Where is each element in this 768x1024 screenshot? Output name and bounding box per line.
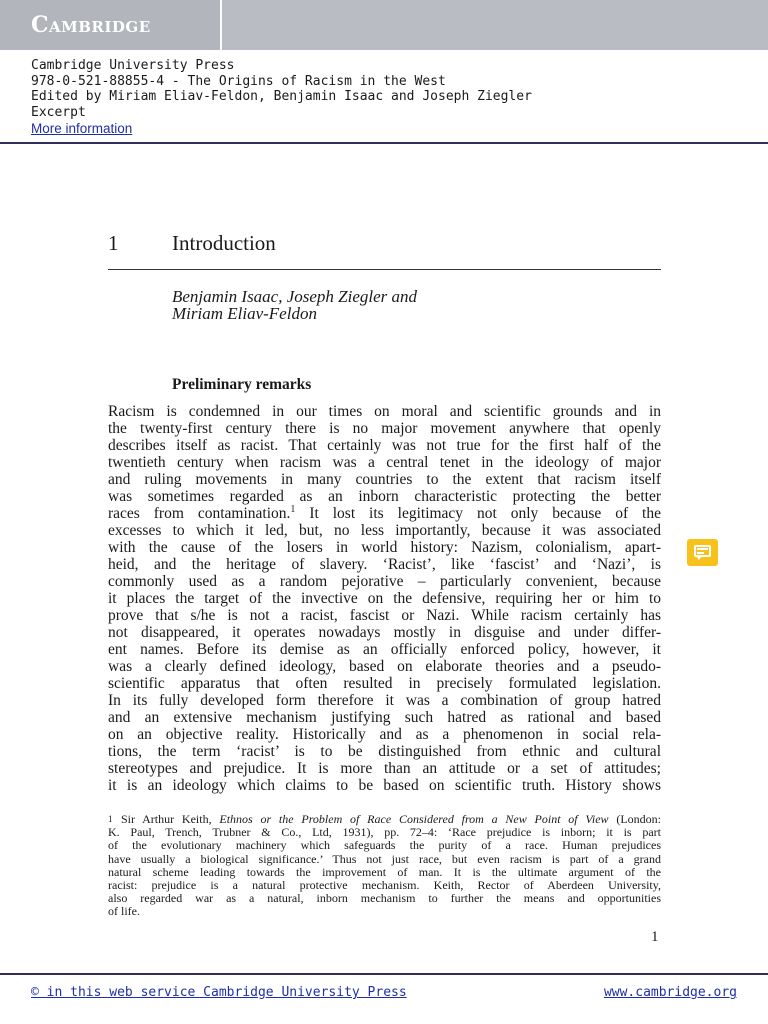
comment-line-shape: [697, 548, 708, 550]
cambridge-website-link[interactable]: www.cambridge.org: [603, 985, 737, 1000]
body-line: excesses to which it led, but, no less importantly, because it was associated: [108, 522, 661, 539]
comment-icon[interactable]: [687, 539, 718, 566]
footnote-ref-1[interactable]: 1: [290, 503, 296, 515]
logo-text: Cambridge: [31, 12, 151, 38]
footnote-line: natural scheme leading towards the improvement of man. It is the ultimate argument of the: [108, 864, 661, 879]
footnote-body: [108, 812, 661, 919]
body-line: describes itself as racist. That certainly was not true for the first half of the: [108, 437, 661, 454]
body-line: not disappeared, it operates nowadays mostly in disguise and under differ-: [108, 624, 661, 641]
comment-tail-shape: [696, 556, 702, 560]
footnote-1: [108, 813, 661, 919]
editors-line: Edited by Miriam Eliav-Feldon, Benjamin Isaac and Joseph Ziegler: [31, 89, 532, 104]
publisher-line: Cambridge University Press: [31, 58, 235, 73]
footnote-text: (London:: [608, 812, 661, 826]
body-line: heid, and the heritage of slavery. ‘Racist’, like ‘fascist’ and ‘Nazi’, is: [108, 556, 661, 573]
footnote-text: Sir Arthur Keith,: [121, 812, 220, 826]
body-line: In its fully developed form therefore it was a combination of group hatred: [108, 692, 661, 709]
authors-line-2: Miriam Eliav-Feldon: [172, 304, 317, 323]
body-line-with-footnote-ref: [108, 505, 661, 522]
footnote-line: racist: prejudice is a natural protective mechanism. Keith, Rector of Aberdeen University,: [108, 877, 661, 892]
body-line-head: races from contamination.: [108, 505, 291, 522]
footnote-mark: 1: [108, 814, 113, 824]
chapter-authors: [172, 288, 417, 322]
body-line: scientific apparatus that often resulted in precisely formulated legislation.: [108, 675, 661, 692]
body-line: commonly used as a random pejorative – particularly convenient, because: [108, 573, 661, 590]
section-heading: Preliminary remarks: [172, 376, 312, 393]
body-line: and an extensive mechanism justifying such hatred as rational and based: [108, 709, 661, 726]
footnote-line: have usually a biological significance.’ Thus not just race, but even racism is part of a grand: [108, 851, 661, 866]
authors-line-1: Benjamin Isaac, Joseph Ziegler and: [172, 287, 418, 306]
body-line: on an objective reality. Historically and as a phenomenon in social rela-: [108, 726, 661, 743]
more-information-link[interactable]: More information: [31, 121, 133, 136]
footnote-book-title: Ethnos or the Problem of Race Considered from a New Point of View: [219, 812, 609, 826]
footer-divider: [0, 973, 768, 975]
chapter-rule: [108, 269, 661, 270]
header-divider: [0, 142, 768, 144]
body-line: it is an ideology which claims to be based on scientific truth. History shows: [108, 777, 661, 794]
chapter-number: 1: [108, 231, 119, 255]
body-line: with the cause of the losers in world history: Nazism, colonialism, apart-: [108, 539, 661, 556]
chapter-title: Introduction: [172, 231, 276, 255]
footnote-line: also regarded war as a natural, inborn mechanism to further the means and opportunities: [108, 891, 661, 906]
excerpt-label: Excerpt: [31, 104, 86, 120]
cambridge-logo[interactable]: [0, 0, 222, 50]
body-line-tail: It lost its legitimacy not only because of the: [309, 505, 661, 522]
book-metadata: [31, 58, 532, 138]
body-line: the twenty-first century there is no major movement anywhere that openly: [108, 420, 661, 437]
body-line: ent names. Before its demise as an officially enforced policy, however, it: [108, 641, 661, 658]
body-paragraph: [108, 403, 661, 794]
header-banner: [0, 0, 768, 50]
footnote-line: of life.: [108, 904, 140, 919]
page-number: 1: [651, 929, 659, 945]
footnote-line: of the evolutionary machinery which safeguards the purity of a race. Human prejudices: [108, 838, 661, 853]
body-line: prove that s/he is not a racist, fascist or Nazi. While racism certainly has: [108, 607, 661, 624]
comment-line-shape: [697, 552, 704, 554]
copyright-link[interactable]: © in this web service Cambridge University Press: [31, 985, 407, 1000]
body-line: Racism is condemned in our times on moral and scientific grounds and in: [108, 403, 661, 420]
body-line: tions, the term ‘racist’ is to be distinguished from ethnic and cultural: [108, 743, 661, 760]
body-line: was a clearly defined ideology, based on elaborate theories and a pseudo-: [108, 658, 661, 675]
body-line: twentieth century when racism was a central tenet in the ideology of major: [108, 454, 661, 471]
body-line: was sometimes regarded as an inborn characteristic protecting the better: [108, 488, 661, 505]
footnote-line: K. Paul, Trench, Trubner & Co., Ltd, 1931), pp. 72–4: ‘Race prejudice is inborn; it is part: [108, 825, 661, 840]
body-line: it places the target of the invective on the defensive, requiring her or him to: [108, 590, 661, 607]
body-line: and ruling movements in many countries to the extent that racism itself: [108, 471, 661, 488]
isbn-title-line: 978-0-521-88855-4 - The Origins of Racism in the West: [31, 73, 446, 89]
body-line: stereotypes and prejudice. It is more than an attitude or a set of attitudes;: [108, 760, 661, 777]
